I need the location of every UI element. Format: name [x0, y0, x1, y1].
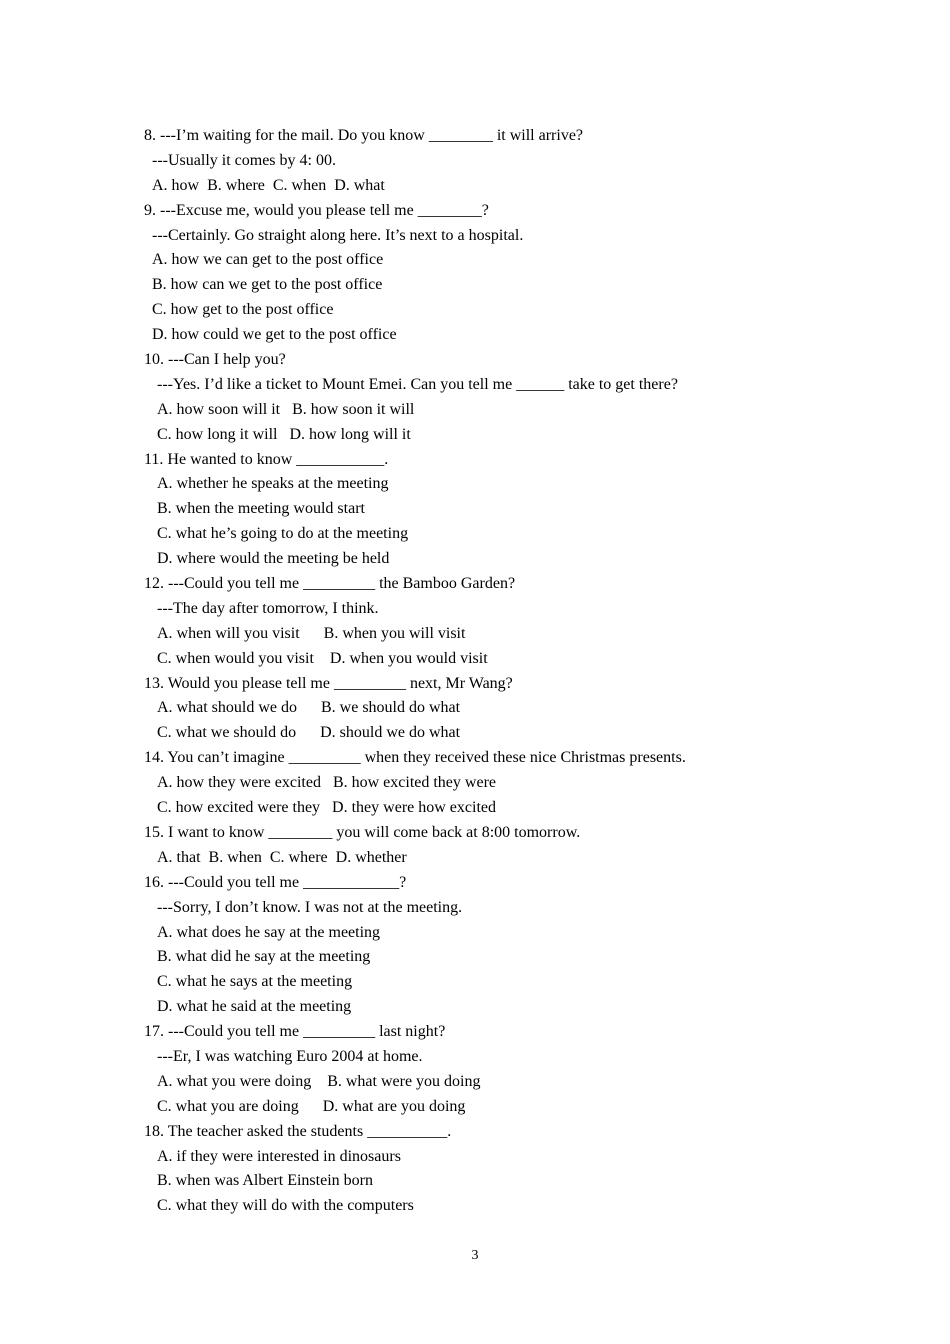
question-stem: 13. Would you please tell me _________ next, Mr Wang?: [144, 674, 513, 692]
answer-options: B. when the meeting would start: [157, 500, 365, 518]
question-stem: 8. ---I’m waiting for the mail. Do you know ________ it will arrive?: [144, 127, 584, 144]
answer-options: C. what we should do D. should we do what: [157, 724, 461, 742]
question-stem: 10. ---Can I help you?: [144, 351, 286, 369]
answer-options: C. how long it will D. how long will it: [157, 425, 411, 443]
question-list: [144, 124, 824, 1219]
answer-options: A. what you were doing B. what were you doing: [157, 1072, 481, 1090]
answer-options: A. that B. when C. where D. whether: [157, 848, 407, 866]
dialogue-reply: ---Sorry, I don’t know. I was not at the meeting.: [157, 898, 463, 916]
dialogue-reply: ---Usually it comes by 4: 00.: [152, 151, 336, 169]
answer-options: B. what did he say at the meeting: [157, 948, 371, 966]
answer-options: D. where would the meeting be held: [157, 550, 390, 568]
answer-options: A. when will you visit B. when you will visit: [157, 624, 466, 642]
answer-options: A. how we can get to the post office: [152, 251, 384, 269]
question-block: [144, 871, 824, 1020]
page-number: 3: [471, 1248, 479, 1263]
question-block: [144, 821, 824, 871]
question-stem: 11. He wanted to know ___________.: [144, 450, 389, 468]
question-block: [144, 199, 824, 348]
question-stem: 17. ---Could you tell me _________ last night?: [144, 1023, 446, 1041]
question-block: [144, 572, 824, 672]
answer-options: A. what does he say at the meeting: [157, 923, 381, 941]
question-block: [144, 1020, 824, 1120]
dialogue-reply: ---Er, I was watching Euro 2004 at home.: [157, 1047, 423, 1065]
answer-options: C. what he says at the meeting: [157, 973, 353, 991]
answer-options: C. how excited were they D. they were how excited: [157, 799, 496, 817]
question-block: [144, 124, 824, 199]
answer-options: C. how get to the post office: [152, 301, 334, 319]
answer-options: D. how could we get to the post office: [152, 326, 397, 344]
question-stem: 18. The teacher asked the students __________.: [144, 1122, 452, 1140]
answer-options: B. when was Albert Einstein born: [157, 1172, 373, 1190]
answer-options: A. if they were interested in dinosaurs: [157, 1147, 401, 1165]
answer-options: C. what they will do with the computers: [157, 1197, 414, 1215]
answer-options: C. when would you visit D. when you would visit: [157, 649, 488, 667]
question-stem: 15. I want to know ________ you will come back at 8:00 tomorrow.: [144, 823, 581, 841]
answer-options: C. what he’s going to do at the meeting: [157, 525, 409, 543]
answer-options: B. how can we get to the post office: [152, 276, 383, 294]
question-block: [144, 746, 824, 821]
question-stem: 12. ---Could you tell me _________ the Bamboo Garden?: [144, 575, 516, 593]
answer-options: A. how they were excited B. how excited they were: [157, 774, 496, 792]
answer-options: A. how B. where C. when D. what: [152, 176, 385, 194]
answer-options: D. what he said at the meeting: [157, 998, 352, 1016]
dialogue-reply: ---Yes. I’d like a ticket to Mount Emei. Can you tell me ______ take to get there?: [157, 375, 678, 393]
dialogue-reply: ---Certainly. Go straight along here. It’s next to a hospital.: [152, 226, 524, 244]
question-block: [144, 448, 824, 572]
question-block: [144, 348, 824, 448]
question-stem: 16. ---Could you tell me ____________?: [144, 873, 407, 891]
question-stem: 14. You can’t imagine _________ when they received these nice Christmas presents.: [144, 749, 686, 767]
question-block: [144, 672, 824, 747]
question-block: [144, 1120, 824, 1220]
answer-options: A. what should we do B. we should do what: [157, 699, 461, 717]
answer-options: A. how soon will it B. how soon it will: [157, 400, 415, 418]
question-stem: 9. ---Excuse me, would you please tell me ________?: [144, 201, 489, 219]
answer-options: C. what you are doing D. what are you doing: [157, 1097, 466, 1115]
answer-options: A. whether he speaks at the meeting: [157, 475, 389, 493]
dialogue-reply: ---The day after tomorrow, I think.: [157, 599, 379, 617]
